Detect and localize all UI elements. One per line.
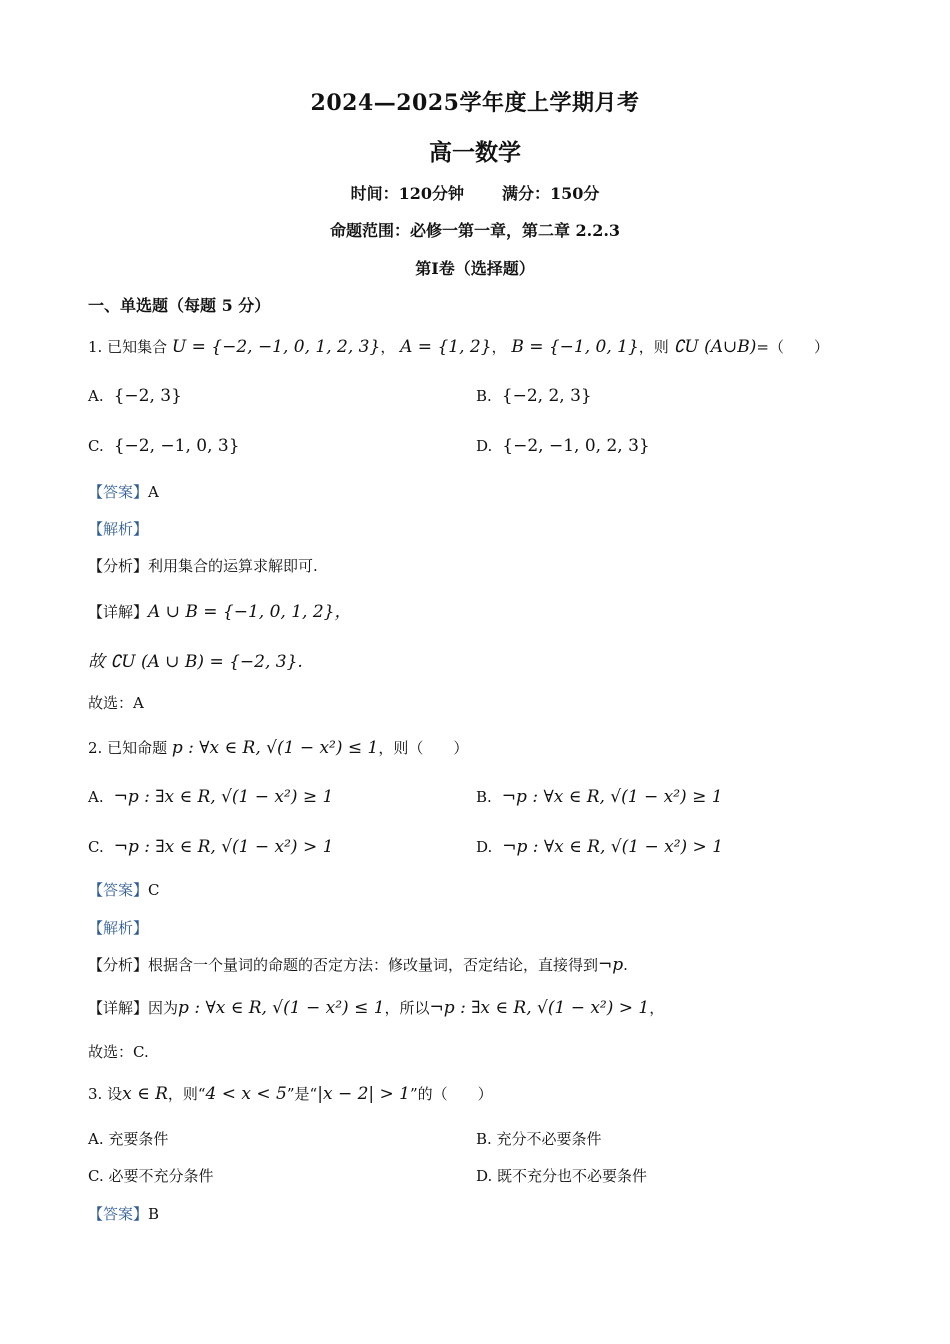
q3-option-b[interactable]: B. 充分不必要条件 bbox=[476, 1130, 602, 1148]
q1-option-d[interactable] bbox=[476, 436, 650, 456]
q2-analysis-tag: 【解析】 bbox=[88, 919, 149, 937]
fenxi-end: . bbox=[623, 956, 628, 974]
q1-sep: ， bbox=[380, 338, 396, 356]
q2-answer bbox=[88, 879, 160, 900]
fenxi-text: 利用集合的运算求解即可. bbox=[148, 557, 318, 575]
fenxi-tag: 【分析】 bbox=[88, 956, 149, 974]
answer-tag: 【答案】 bbox=[88, 483, 149, 501]
option-value: ¬p : ∃x ∈ R, √(1 − x²) > 1 bbox=[113, 837, 334, 857]
detail-text: A ∪ B = {−1, 0, 1, 2}， bbox=[148, 602, 352, 622]
q2-option-d[interactable] bbox=[476, 837, 723, 857]
detail-text: ，所以 bbox=[384, 999, 430, 1017]
q3-option-a[interactable]: A. 充要条件 bbox=[88, 1130, 169, 1148]
answer-value: A bbox=[148, 483, 159, 501]
subject-title: 高一数学 bbox=[429, 139, 521, 166]
option-label: D. bbox=[476, 437, 493, 455]
full-score: 满分：150分 bbox=[502, 184, 600, 203]
q1-tail: =（ ） bbox=[756, 338, 829, 356]
exam-meta bbox=[0, 181, 950, 204]
q1-analysis-tag: 【解析】 bbox=[88, 520, 149, 538]
q1-set-a: A = {1, 2} bbox=[400, 337, 492, 357]
answer-value: B bbox=[148, 1205, 160, 1223]
volume-title: 第Ⅰ卷（选择题） bbox=[415, 259, 535, 278]
q2-proposition: p : ∀x ∈ R, √(1 − x²) ≤ 1 bbox=[171, 738, 379, 758]
option-label: B. bbox=[476, 387, 492, 405]
option-label: A. bbox=[88, 788, 104, 806]
q1-detail bbox=[88, 597, 351, 622]
fenxi-tag: 【分析】 bbox=[88, 557, 149, 575]
detail-math: p : ∀x ∈ R, √(1 − x²) ≤ 1 bbox=[178, 998, 385, 1018]
detail-text: 因为 bbox=[148, 999, 179, 1017]
detail-math: ¬p : ∃x ∈ R, √(1 − x²) > 1 bbox=[429, 998, 650, 1018]
q3-option-d[interactable]: D. 既不充分也不必要条件 bbox=[476, 1167, 648, 1185]
option-value: {−2, −1, 0, 3} bbox=[113, 436, 240, 456]
answer-tag: 【答案】 bbox=[88, 881, 149, 899]
detail-tag: 【详解】 bbox=[88, 999, 149, 1017]
q1-fenxi bbox=[88, 555, 318, 576]
q1-option-a[interactable] bbox=[88, 386, 182, 406]
detail-tag: 【详解】 bbox=[88, 603, 149, 621]
q2-option-a[interactable] bbox=[88, 787, 333, 807]
q2-prefix: 2. 已知命题 bbox=[88, 739, 168, 757]
q1-therefore bbox=[88, 647, 303, 672]
fenxi-text: 根据含一个量词的命题的否定方法：修改量词，否定结论，直接得到 bbox=[148, 956, 599, 974]
therefore-text: 故 ∁U (A ∪ B) = {−2, 3}. bbox=[88, 652, 303, 672]
q3-text: ”的（ ） bbox=[410, 1085, 493, 1103]
q1-answer bbox=[88, 481, 159, 502]
q3-math: |x − 2| > 1 bbox=[317, 1084, 410, 1104]
q2-tail: ，则（ ） bbox=[378, 739, 469, 757]
q1-prefix: 1. 已知集合 bbox=[88, 338, 168, 356]
q2-detail bbox=[88, 997, 664, 1018]
option-label: C. bbox=[88, 437, 104, 455]
q1-choose: 故选：A bbox=[88, 694, 144, 712]
option-value: {−2, −1, 0, 2, 3} bbox=[502, 436, 650, 456]
option-label: C. bbox=[88, 838, 104, 856]
question-1-stem bbox=[88, 336, 829, 357]
option-value: ¬p : ∀x ∈ R, √(1 − x²) > 1 bbox=[502, 837, 724, 857]
option-label: D. bbox=[476, 838, 493, 856]
q3-answer bbox=[88, 1203, 159, 1224]
section-heading: 一、单选题（每题 5 分） bbox=[88, 296, 271, 315]
exam-scope: 命题范围：必修一第一章，第二章 2.2.3 bbox=[329, 221, 621, 240]
time-limit: 时间：120分钟 bbox=[350, 184, 464, 203]
option-value: {−2, 3} bbox=[113, 386, 182, 406]
q1-sep: ， bbox=[491, 338, 507, 356]
exam-title: 2024—2025学年度上学期月考 bbox=[310, 90, 640, 116]
option-label: A. bbox=[88, 387, 104, 405]
q3-math: 4 < x < 5 bbox=[205, 1084, 287, 1104]
q3-text: ，则“ bbox=[167, 1085, 206, 1103]
q2-fenxi bbox=[88, 954, 628, 975]
option-label: B. bbox=[476, 788, 492, 806]
option-value: ¬p : ∃x ∈ R, √(1 − x²) ≥ 1 bbox=[113, 787, 334, 807]
answer-value: C bbox=[148, 881, 160, 899]
option-value: {−2, 2, 3} bbox=[501, 386, 592, 406]
q1-then: ，则 bbox=[638, 338, 669, 356]
question-3-stem bbox=[88, 1083, 493, 1104]
q1-set-u: U = {−2, −1, 0, 1, 2, 3} bbox=[171, 337, 381, 357]
q1-set-b: B = {−1, 0, 1} bbox=[511, 337, 639, 357]
fenxi-math: ¬p bbox=[598, 955, 624, 975]
q2-option-c[interactable] bbox=[88, 837, 333, 857]
q2-option-b[interactable] bbox=[476, 787, 723, 807]
q1-expression: ∁U (A∪B) bbox=[673, 337, 757, 357]
q1-option-b[interactable] bbox=[476, 386, 592, 406]
question-2-stem bbox=[88, 737, 468, 758]
q3-text: 3. 设 bbox=[88, 1085, 123, 1103]
q3-text: ”是“ bbox=[286, 1085, 318, 1103]
q3-math: x ∈ R bbox=[122, 1084, 168, 1104]
answer-tag: 【答案】 bbox=[88, 1205, 149, 1223]
q1-option-c[interactable] bbox=[88, 436, 240, 456]
q2-choose: 故选：C. bbox=[88, 1043, 149, 1061]
q3-option-c[interactable]: C. 必要不充分条件 bbox=[88, 1167, 214, 1185]
option-value: ¬p : ∀x ∈ R, √(1 − x²) ≥ 1 bbox=[501, 787, 723, 807]
detail-text: ， bbox=[649, 999, 665, 1017]
